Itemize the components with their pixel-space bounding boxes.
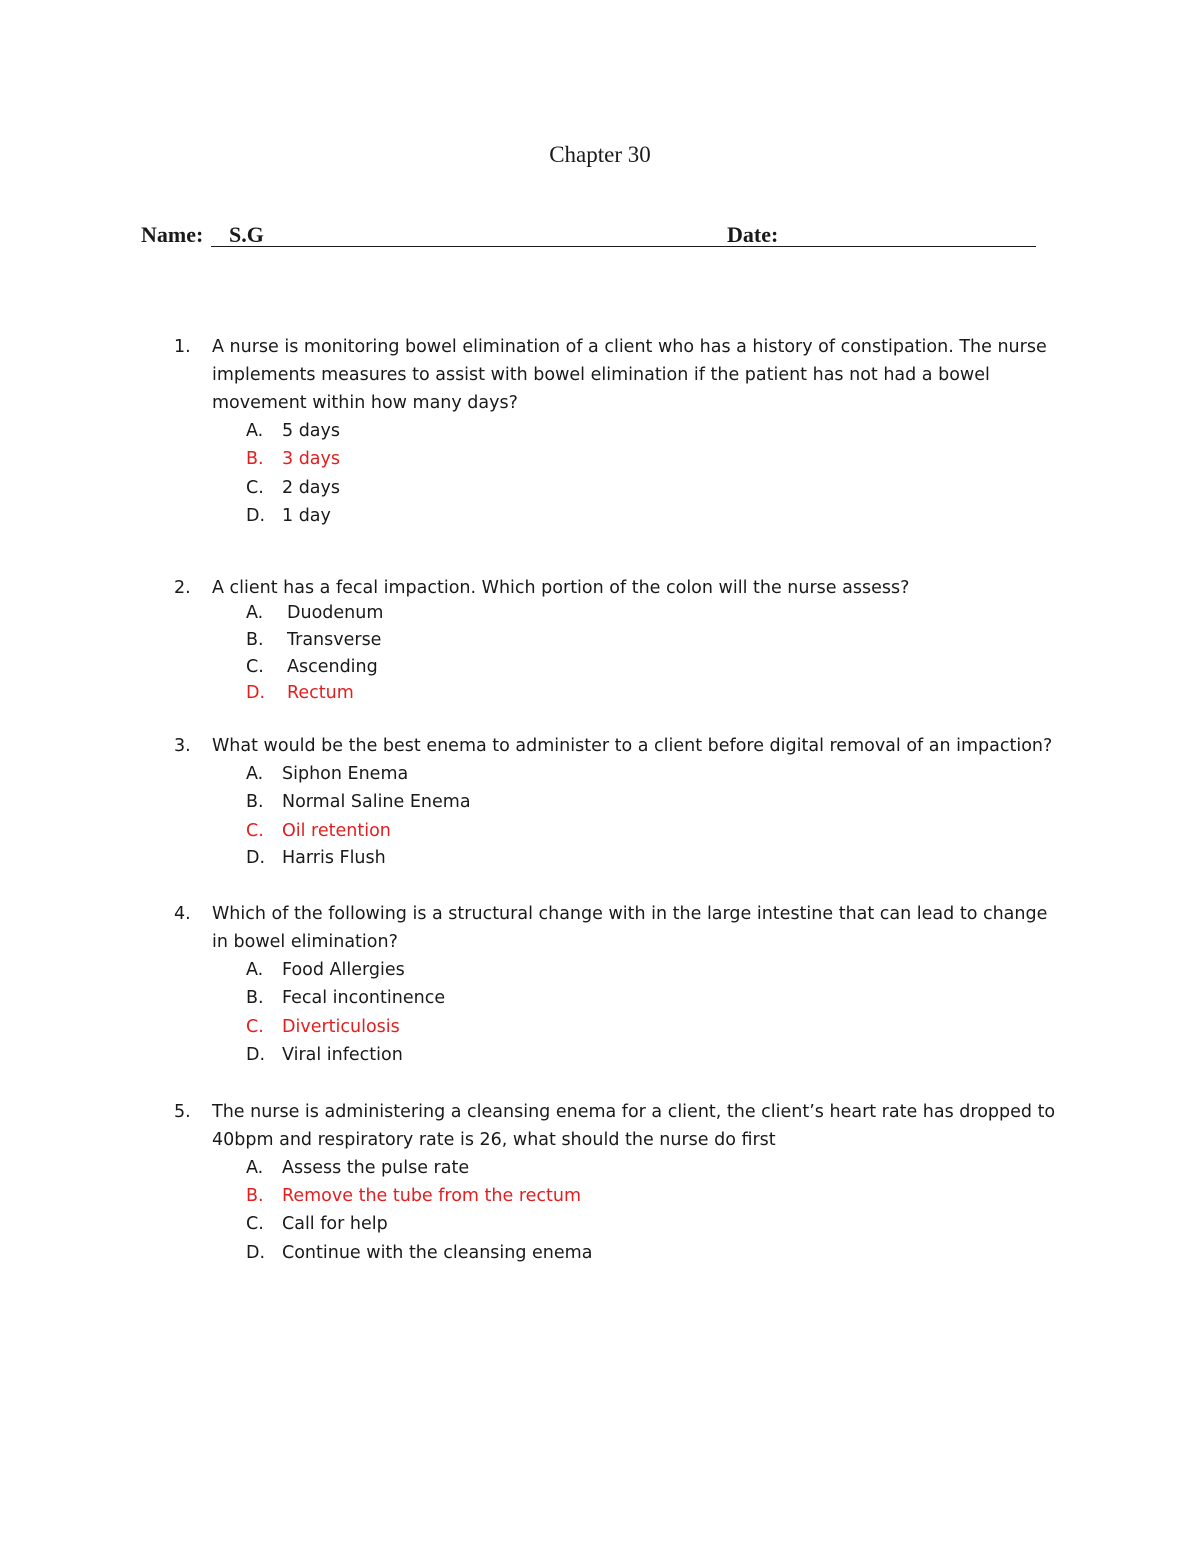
option-text: Duodenum bbox=[287, 603, 384, 623]
option-text: Fecal incontinence bbox=[282, 988, 446, 1008]
option-letter: D. bbox=[246, 1045, 266, 1065]
option-letter: C. bbox=[246, 478, 264, 498]
option-letter: B. bbox=[246, 1186, 264, 1206]
option-letter: A. bbox=[246, 1158, 264, 1178]
option-text: Food Allergies bbox=[282, 960, 405, 980]
correct-answer-text: Rectum bbox=[287, 683, 354, 703]
option-text: 2 days bbox=[282, 478, 341, 498]
option-text: Call for help bbox=[282, 1214, 388, 1234]
option-text: Siphon Enema bbox=[282, 764, 409, 784]
name-date-row bbox=[141, 222, 1041, 256]
option-letter: C. bbox=[246, 657, 264, 677]
option-letter: C. bbox=[246, 1017, 264, 1037]
correct-answer-text: Remove the tube from the rectum bbox=[282, 1186, 582, 1206]
option-letter: B. bbox=[246, 449, 264, 469]
option-text: Normal Saline Enema bbox=[282, 792, 471, 812]
date-underline bbox=[790, 246, 1036, 247]
option-letter: B. bbox=[246, 792, 264, 812]
option-letter: D. bbox=[246, 683, 266, 703]
question-number: 2. bbox=[174, 578, 191, 598]
question-number: 1. bbox=[174, 337, 191, 357]
option-letter: D. bbox=[246, 1243, 266, 1263]
option-text: Ascending bbox=[287, 657, 378, 677]
name-label: Name: bbox=[141, 222, 204, 247]
option-text: Assess the pulse rate bbox=[282, 1158, 470, 1178]
option-letter: A. bbox=[246, 603, 264, 623]
page-title: Chapter 30 bbox=[549, 142, 651, 167]
option-text: 1 day bbox=[282, 506, 331, 526]
option-text: Transverse bbox=[287, 630, 382, 650]
question-text-line: 40bpm and respiratory rate is 26, what should the nurse do first bbox=[212, 1130, 776, 1150]
question-text-line: What would be the best enema to administer to a client before digital removal of an impaction? bbox=[212, 736, 1053, 756]
option-letter: B. bbox=[246, 630, 264, 650]
option-letter: D. bbox=[246, 848, 266, 868]
option-letter: A. bbox=[246, 764, 264, 784]
question-text-line: A nurse is monitoring bowel elimination of a client who has a history of constipation. The nurse bbox=[212, 337, 1047, 357]
question-number: 4. bbox=[174, 904, 191, 924]
correct-answer-text: Oil retention bbox=[282, 821, 391, 841]
option-letter: C. bbox=[246, 1214, 264, 1234]
option-letter: D. bbox=[246, 506, 266, 526]
name-value: S.G bbox=[229, 222, 264, 247]
question-text-line: in bowel elimination? bbox=[212, 932, 398, 952]
option-letter: B. bbox=[246, 988, 264, 1008]
option-text: 5 days bbox=[282, 421, 341, 441]
question-text-line: A client has a fecal impaction. Which portion of the colon will the nurse assess? bbox=[212, 578, 910, 598]
question-text-line: implements measures to assist with bowel elimination if the patient has not had a bowel bbox=[212, 365, 990, 385]
option-text: Harris Flush bbox=[282, 848, 386, 868]
question-number: 3. bbox=[174, 736, 191, 756]
correct-answer-text: Diverticulosis bbox=[282, 1017, 400, 1037]
question-text-line: Which of the following is a structural change with in the large intestine that can lead to change bbox=[212, 904, 1048, 924]
option-text: Viral infection bbox=[282, 1045, 403, 1065]
correct-answer-text: 3 days bbox=[282, 449, 341, 469]
date-label: Date: bbox=[727, 222, 779, 247]
option-letter: A. bbox=[246, 960, 264, 980]
option-text: Continue with the cleansing enema bbox=[282, 1243, 593, 1263]
question-number: 5. bbox=[174, 1102, 191, 1122]
option-letter: C. bbox=[246, 821, 264, 841]
question-text-line: movement within how many days? bbox=[212, 393, 518, 413]
option-letter: A. bbox=[246, 421, 264, 441]
question-text-line: The nurse is administering a cleansing enema for a client, the client’s heart rate has dropped to bbox=[212, 1102, 1056, 1122]
